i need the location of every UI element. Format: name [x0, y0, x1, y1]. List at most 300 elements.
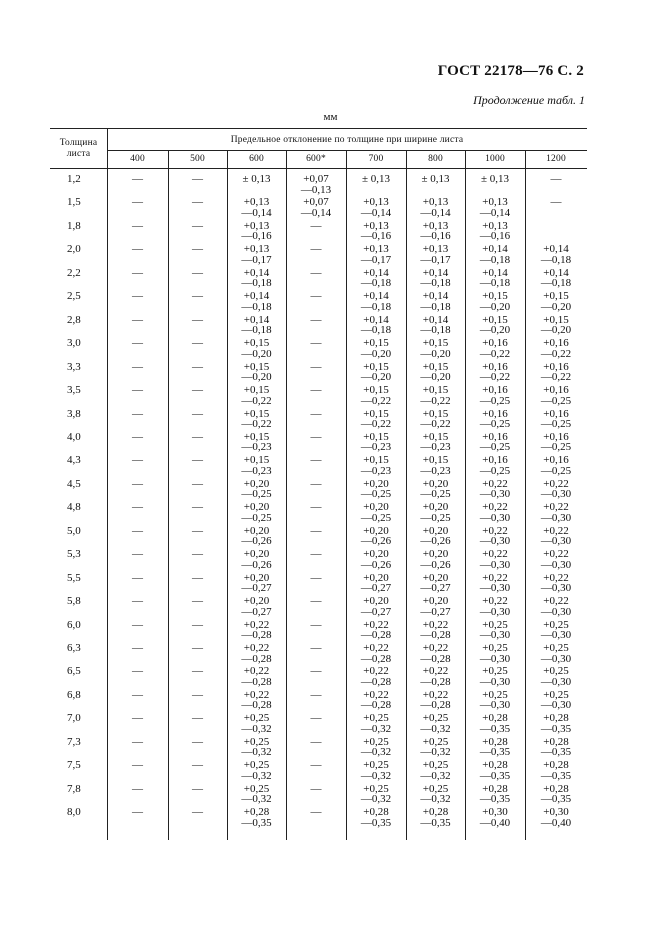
tolerance-value-lower: —0,32	[360, 793, 392, 806]
tolerance-value-lower: —0,18	[360, 277, 392, 290]
tolerance-value: —	[192, 384, 203, 397]
tolerance-value: +0,15	[363, 454, 389, 467]
thickness-cell: 5,3	[67, 548, 81, 561]
tolerance-value-lower: —0,35	[241, 816, 272, 829]
tolerance-value: —	[310, 501, 322, 514]
tolerance-value-lower: —0,30	[540, 535, 572, 548]
tolerance-value: +0,16	[543, 360, 569, 373]
table-continuation-label: Продолжение табл. 1	[473, 93, 585, 107]
thickness-cell: 4,5	[67, 477, 81, 490]
tolerance-value: +0,20	[243, 595, 270, 608]
tolerance-value: —	[192, 430, 203, 443]
tolerance-value: —	[132, 384, 143, 397]
tolerance-value-lower: —0,35	[540, 746, 572, 759]
tolerance-value-lower: —0,32	[241, 722, 272, 735]
tolerance-value: +0,15	[243, 337, 270, 350]
tolerance-value: +0,28	[543, 712, 569, 725]
thickness-cell: 4,0	[67, 430, 81, 443]
tolerance-value: ± 0,13	[361, 173, 391, 185]
tolerance-value: +0,07	[303, 196, 329, 209]
tolerance-value: +0,13	[363, 219, 389, 232]
tolerance-value: ± 0,13	[480, 173, 510, 185]
tolerance-value-lower: —0,25	[241, 488, 272, 501]
tolerance-value: +0,20	[243, 524, 270, 537]
thickness-cell: 5,5	[67, 571, 81, 584]
tolerance-value-lower: —0,22	[479, 371, 511, 384]
tolerance-value: —	[132, 430, 143, 443]
tolerance-value: —	[132, 595, 143, 608]
tolerance-value: —	[550, 173, 562, 185]
tolerance-value: +0,22	[422, 618, 449, 631]
tolerance-value: +0,20	[422, 548, 449, 561]
tolerance-value-lower: —0,18	[479, 277, 511, 290]
tolerance-value-lower: —0,28	[241, 675, 272, 688]
tolerance-value: +0,22	[543, 571, 569, 584]
tolerance-value-lower: —0,23	[241, 464, 272, 477]
tolerance-value: +0,14	[422, 313, 449, 326]
tolerance-value: +0,22	[543, 548, 569, 561]
tolerance-value: +0,13	[363, 196, 389, 209]
span-header: Предельное отклонение по толщине при ширине листа	[230, 135, 464, 145]
tolerance-value-lower: —0,23	[360, 441, 392, 454]
tolerance-value: +0,25	[363, 782, 389, 795]
tolerance-value: +0,15	[243, 454, 270, 467]
tolerance-value: +0,22	[482, 501, 508, 514]
tolerance-value: +0,14	[363, 266, 389, 279]
width-header: 700	[368, 154, 384, 164]
tolerance-value: +0,16	[482, 430, 508, 443]
tolerance-value-lower: —0,14	[420, 206, 451, 219]
tolerance-value-lower: —0,28	[360, 675, 392, 688]
tolerance-value-lower: —0,25	[360, 488, 392, 501]
tolerance-value: +0,22	[482, 571, 508, 584]
tolerance-value: —	[132, 712, 143, 725]
tolerance-value: +0,20	[363, 548, 389, 561]
thickness-cell: 2,0	[67, 243, 81, 256]
tolerance-value: +0,25	[422, 759, 449, 772]
tolerance-value: +0,16	[482, 337, 508, 350]
tolerance-value-lower: —0,32	[241, 793, 272, 806]
tolerance-value: +0,28	[482, 782, 508, 795]
tolerance-value: —	[192, 501, 203, 514]
tolerance-value: +0,22	[422, 642, 449, 654]
tolerance-value: +0,20	[363, 571, 389, 584]
tolerance-value: —	[192, 290, 203, 303]
tolerance-value: —	[132, 688, 143, 701]
tolerance-value-lower: —0,30	[540, 675, 572, 688]
tolerance-value-lower: —0,28	[241, 699, 272, 712]
tolerance-value-lower: —0,30	[479, 558, 511, 571]
tolerance-value: +0,25	[543, 665, 569, 678]
tolerance-value-lower: —0,32	[360, 746, 392, 759]
tolerance-value: —	[192, 173, 203, 185]
tolerance-value-lower: —0,40	[540, 816, 572, 829]
tolerance-value: —	[132, 759, 143, 772]
tolerance-value-lower: —0,30	[479, 582, 511, 595]
column-divider	[168, 150, 169, 840]
thickness-cell: 6,5	[67, 665, 81, 678]
tolerance-value-lower: —0,28	[420, 652, 451, 665]
tolerance-value: +0,28	[482, 759, 508, 772]
tolerance-value: —	[132, 196, 143, 209]
column-divider	[406, 150, 407, 840]
tolerance-value: +0,22	[422, 665, 449, 678]
tolerance-value-lower: —0,30	[479, 652, 511, 665]
tolerance-value-lower: —0,27	[360, 582, 392, 595]
column-divider	[227, 150, 228, 840]
tolerance-value: +0,22	[482, 524, 508, 537]
tolerance-value: —	[192, 712, 203, 725]
tolerance-value: —	[192, 407, 203, 420]
tolerance-value-lower: —0,28	[241, 629, 272, 642]
header-mid-rule	[107, 150, 587, 151]
tolerance-value-lower: —0,25	[241, 511, 272, 524]
tolerance-value: +0,20	[243, 571, 270, 584]
tolerance-value: —	[132, 501, 143, 514]
thickness-cell: 2,2	[67, 266, 81, 279]
thickness-cell: 1,2	[67, 173, 81, 185]
tolerance-value: —	[132, 806, 143, 819]
tolerance-value-lower: —0,26	[420, 535, 451, 548]
tolerance-value: +0,20	[422, 477, 449, 490]
tolerance-value: +0,15	[422, 384, 449, 397]
tolerance-value: —	[192, 266, 203, 279]
tolerance-value-lower: —0,16	[360, 230, 392, 243]
tolerance-value: +0,16	[543, 337, 569, 350]
tolerance-value: —	[192, 688, 203, 701]
first-col-header-line1: Толщина	[59, 138, 98, 148]
tolerance-value: +0,15	[243, 407, 270, 420]
tolerance-value: +0,20	[243, 501, 270, 514]
tolerance-value-lower: —0,20	[360, 371, 392, 384]
tolerance-value: —	[132, 782, 143, 795]
width-header: 800	[428, 154, 443, 164]
tolerance-value: —	[132, 266, 143, 279]
tolerance-value-lower: —0,20	[540, 324, 572, 337]
tolerance-value-lower: —0,35	[420, 816, 451, 829]
tolerance-value-lower: —0,18	[360, 300, 392, 313]
tolerance-value-lower: —0,35	[540, 793, 572, 806]
tolerance-value: +0,16	[543, 384, 569, 397]
thickness-cell: 3,3	[67, 360, 81, 373]
width-header: 1200	[546, 154, 566, 164]
tolerance-value: —	[310, 430, 322, 443]
tolerance-value-lower: —0,14	[479, 206, 511, 219]
tolerance-value-lower: —0,18	[540, 277, 572, 290]
tolerance-value: +0,22	[482, 548, 508, 561]
tolerance-value-lower: —0,22	[241, 418, 272, 430]
tolerance-value-lower: —0,28	[241, 652, 272, 665]
tolerance-value: —	[132, 290, 143, 303]
tolerance-value: +0,20	[363, 501, 389, 514]
tolerance-value: +0,28	[482, 735, 508, 748]
tolerance-value: —	[192, 548, 203, 561]
tolerance-value: —	[192, 618, 203, 631]
tolerance-value: +0,13	[422, 196, 449, 209]
tolerance-value-lower: —0,40	[479, 816, 511, 829]
tolerance-value: +0,22	[243, 642, 270, 654]
tolerance-value: ± 0,13	[242, 173, 271, 185]
tolerance-value: —	[132, 477, 143, 490]
tolerance-value: +0,28	[482, 712, 508, 725]
tolerance-value: +0,28	[543, 759, 569, 772]
tolerance-value: —	[192, 759, 203, 772]
tolerance-value: —	[192, 571, 203, 584]
tolerance-value-lower: —0,30	[479, 605, 511, 618]
tolerance-value: +0,15	[363, 384, 389, 397]
tolerance-value: +0,30	[482, 806, 508, 819]
tolerance-value-lower: —0,14	[241, 206, 272, 219]
tolerance-value: —	[192, 524, 203, 537]
tolerance-value: —	[192, 665, 203, 678]
tolerance-value: +0,16	[482, 407, 508, 420]
tolerance-value: —	[192, 313, 203, 326]
tolerance-value: +0,15	[243, 360, 270, 373]
tolerance-value: —	[132, 313, 143, 326]
tolerance-value-lower: —0,35	[360, 816, 392, 829]
thickness-cell: 7,8	[67, 782, 81, 795]
tolerance-value: +0,13	[363, 243, 389, 256]
tolerance-value: —	[310, 618, 322, 631]
tolerance-value: —	[310, 571, 322, 584]
tolerance-value-lower: —0,26	[360, 535, 392, 548]
tolerance-value-lower: —0,28	[420, 675, 451, 688]
tolerance-value-lower: —0,22	[241, 394, 272, 407]
tolerance-value: +0,14	[243, 313, 270, 326]
tolerance-value-lower: —0,22	[420, 394, 451, 407]
tolerance-value-lower: —0,25	[420, 511, 451, 524]
tolerance-value: +0,22	[243, 688, 270, 701]
tolerance-value-lower: —0,18	[241, 277, 272, 290]
tolerance-value-lower: —0,25	[420, 488, 451, 501]
tolerance-value: +0,15	[243, 384, 270, 397]
tolerance-value: +0,16	[543, 430, 569, 443]
tolerance-value-lower: —0,30	[540, 605, 572, 618]
tolerance-value-lower: —0,20	[540, 300, 572, 313]
tolerance-value-lower: —0,20	[241, 347, 272, 360]
tolerance-value-lower: —0,30	[540, 699, 572, 712]
thickness-cell: 5,0	[67, 524, 81, 537]
tolerance-value: +0,22	[543, 595, 569, 608]
tolerance-value: +0,15	[543, 313, 569, 326]
tolerance-value-lower: —0,16	[241, 230, 272, 243]
tolerance-value: —	[310, 688, 322, 701]
tolerance-value-lower: —0,13	[300, 183, 332, 196]
tolerance-value: —	[192, 477, 203, 490]
tolerance-value-lower: —0,35	[479, 722, 511, 735]
tolerance-value: —	[132, 407, 143, 420]
tolerance-value-lower: —0,22	[540, 371, 572, 384]
tolerance-value-lower: —0,28	[360, 629, 392, 642]
tolerance-value: +0,15	[363, 337, 389, 350]
tolerance-value: +0,25	[482, 618, 508, 631]
tolerance-value: —	[310, 642, 322, 654]
tolerance-value-lower: —0,18	[360, 324, 392, 337]
tolerance-value: +0,22	[243, 665, 270, 678]
tolerance-value: ± 0,13	[421, 173, 450, 185]
thickness-cell: 7,0	[67, 712, 81, 725]
tolerance-value-lower: —0,26	[420, 558, 451, 571]
tolerance-value: +0,20	[363, 524, 389, 537]
tolerance-value: +0,28	[543, 735, 569, 748]
tolerance-value-lower: —0,27	[420, 582, 451, 595]
tolerance-value: +0,25	[543, 618, 569, 631]
thickness-cell: 6,0	[67, 618, 81, 631]
first-column-divider	[107, 128, 108, 840]
tolerance-value-lower: —0,35	[540, 769, 572, 782]
tolerance-value: —	[310, 407, 322, 420]
tolerance-value: —	[192, 642, 203, 654]
first-col-header-line2: листа	[66, 149, 91, 159]
column-divider	[346, 150, 347, 840]
width-header: 600*	[306, 154, 326, 164]
tolerance-value: +0,13	[482, 219, 508, 232]
tolerance-value-lower: —0,30	[479, 488, 511, 501]
tolerance-value: —	[132, 243, 143, 256]
thickness-cell: 7,3	[67, 735, 81, 748]
tolerance-value: —	[310, 806, 322, 819]
tolerance-value: +0,14	[543, 266, 569, 279]
tolerance-value: +0,22	[363, 618, 389, 631]
tolerance-value: —	[132, 219, 143, 232]
tolerance-value: +0,15	[422, 454, 449, 467]
tolerance-value: +0,14	[543, 243, 569, 256]
tolerance-value: —	[310, 735, 322, 748]
tolerance-value: —	[310, 454, 322, 467]
tolerance-value-lower: —0,22	[479, 347, 511, 360]
tolerance-value-lower: —0,20	[479, 300, 511, 313]
tolerance-value-lower: —0,16	[420, 230, 451, 243]
tolerance-value-lower: —0,23	[241, 441, 272, 454]
tolerance-value: +0,16	[543, 407, 569, 420]
unit-label: мм	[323, 111, 338, 123]
tolerance-value-lower: —0,32	[420, 793, 451, 806]
tolerance-value-lower: —0,27	[360, 605, 392, 618]
tolerance-value-lower: —0,28	[420, 629, 451, 642]
tolerance-value-lower: —0,18	[420, 277, 451, 290]
tolerance-value: —	[132, 173, 143, 185]
tolerance-value: +0,15	[422, 407, 449, 420]
tolerance-value: —	[310, 313, 322, 326]
tolerance-value: —	[192, 782, 203, 795]
tolerance-value-lower: —0,25	[479, 394, 511, 407]
tolerance-value-lower: —0,22	[360, 394, 392, 407]
tolerance-value: +0,13	[243, 243, 270, 256]
thickness-cell: 5,8	[67, 595, 81, 608]
tolerance-value-lower: —0,25	[479, 418, 511, 430]
tolerance-value: +0,30	[543, 806, 569, 819]
tolerance-value: —	[132, 337, 143, 350]
tolerance-value: —	[310, 290, 322, 303]
tolerance-value-lower: —0,30	[540, 629, 572, 642]
tolerance-value: —	[132, 642, 143, 654]
tolerance-value: —	[310, 360, 322, 373]
tolerance-value: +0,13	[422, 219, 449, 232]
tolerance-value: +0,15	[543, 290, 569, 303]
thickness-cell: 1,5	[67, 196, 81, 209]
tolerance-value: —	[310, 665, 322, 678]
tolerance-value-lower: —0,20	[360, 347, 392, 360]
tolerance-value: +0,16	[543, 454, 569, 467]
tolerance-value: —	[192, 196, 203, 209]
tolerance-value-lower: —0,32	[420, 746, 451, 759]
tolerance-value-lower: —0,20	[420, 347, 451, 360]
tolerance-value-lower: —0,20	[241, 371, 272, 384]
thickness-cell: 8,0	[67, 806, 81, 819]
tolerance-value-lower: —0,23	[420, 464, 451, 477]
tolerance-value: —	[132, 548, 143, 561]
tolerance-value-lower: —0,18	[420, 324, 451, 337]
width-header: 600	[249, 154, 264, 164]
thickness-cell: 4,8	[67, 501, 81, 514]
tolerance-value: +0,25	[363, 735, 389, 748]
tolerance-value: +0,25	[243, 759, 270, 772]
tolerance-value: +0,15	[422, 430, 449, 443]
tolerance-value-lower: —0,25	[540, 464, 572, 477]
tolerance-value: —	[132, 571, 143, 584]
tolerance-value-lower: —0,35	[479, 769, 511, 782]
tolerance-value-lower: —0,30	[540, 582, 572, 595]
tolerance-value: —	[132, 524, 143, 537]
tolerance-value: +0,14	[243, 266, 270, 279]
tolerance-value-lower: —0,22	[420, 418, 451, 430]
tolerance-value-lower: —0,20	[420, 371, 451, 384]
document-header: ГОСТ 22178—76 С. 2	[437, 63, 584, 79]
tolerance-value: —	[550, 196, 562, 209]
tolerance-value: +0,07	[303, 173, 329, 185]
tolerance-value: —	[310, 337, 322, 350]
tolerance-value: +0,22	[363, 665, 389, 678]
tolerance-value-lower: —0,32	[360, 769, 392, 782]
tolerance-value: +0,22	[543, 501, 569, 514]
tolerance-value-lower: —0,35	[479, 746, 511, 759]
tolerance-value-lower: —0,14	[360, 206, 392, 219]
tolerance-value: —	[310, 782, 322, 795]
tolerance-value: +0,13	[482, 196, 508, 209]
tolerance-value: +0,25	[422, 782, 449, 795]
tolerance-value: +0,22	[422, 688, 449, 701]
tolerance-value: +0,15	[363, 360, 389, 373]
tolerance-value: +0,22	[543, 524, 569, 537]
tolerance-value-lower: —0,26	[360, 558, 392, 571]
tolerance-value: +0,25	[243, 782, 270, 795]
tolerance-value: —	[132, 360, 143, 373]
tolerance-value: —	[310, 548, 322, 561]
tolerance-value: +0,25	[482, 688, 508, 701]
tolerance-value-lower: —0,32	[241, 769, 272, 782]
thickness-cell: 3,8	[67, 407, 81, 420]
tolerance-value-lower: —0,25	[479, 441, 511, 454]
tolerance-value-lower: —0,30	[540, 488, 572, 501]
tolerance-value-lower: —0,18	[241, 300, 272, 313]
tolerance-value: +0,22	[482, 595, 508, 608]
tolerance-value-lower: —0,18	[479, 253, 511, 266]
tolerance-value-lower: —0,30	[479, 511, 511, 524]
tolerance-value: +0,20	[422, 595, 449, 608]
tolerance-value-lower: —0,18	[540, 253, 572, 266]
tolerance-value: —	[192, 595, 203, 608]
tolerance-value-lower: —0,35	[479, 793, 511, 806]
tolerance-value: —	[132, 735, 143, 748]
tolerance-value-lower: —0,27	[241, 605, 272, 618]
tolerance-value-lower: —0,17	[360, 253, 392, 266]
tolerance-value-lower: —0,26	[241, 535, 272, 548]
tolerance-value-lower: —0,35	[540, 722, 572, 735]
tolerance-value: +0,20	[363, 595, 389, 608]
tolerance-value-lower: —0,28	[360, 652, 392, 665]
width-header: 400	[130, 154, 145, 164]
tolerance-value: +0,14	[482, 266, 508, 279]
